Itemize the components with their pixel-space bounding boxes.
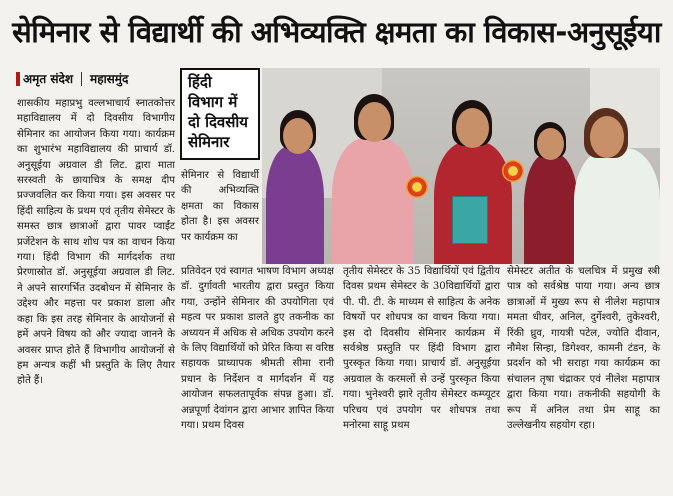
person-1 (266, 146, 324, 264)
newspaper-name: अमृत संदेश (23, 72, 74, 86)
article-column-1 (17, 96, 175, 389)
person-2-face (358, 102, 391, 142)
article-column-2-lower (181, 264, 334, 433)
article-column-3 (343, 264, 500, 433)
column-3-text: तृतीय सेमेस्टर के 35 विद्यार्थियों एवं द्वितीय दिवस प्रथम सेमेस्टर के 30विद्यार्थियों द्वारा पी. पी. टी. के माध्यम से साहित्य के अनेक विषयों पर शोधपत्र का वाचन किया गया। इस दो दिवसीय सेमिनार कार्यक्रम में सर्वश्रेष्ठ प्रस्तुति पर हिंदी विभाग द्वारा पुरस्कृत किया गया। प्राचार्य डॉ. अनुसूईया अग्रवाल के करमलों से उन्हें पुरस्कृत किया गया। भुनेश्वरी झारे तृतीय सेमेस्टर कम्प्यूटर परिचय एवं उपयोग पर शोधपत्र तथा मनोरमा साहू प्रथम (343, 266, 500, 432)
person-2 (332, 138, 414, 264)
person-1-face (283, 118, 313, 154)
article-column-4 (507, 264, 660, 433)
newspaper-logo (16, 70, 73, 87)
dateline-divider (81, 72, 82, 86)
person-4-face (537, 128, 564, 160)
person-5 (574, 148, 660, 264)
article-column-2-upper (181, 168, 259, 245)
person-4 (524, 154, 578, 264)
person-3-face (456, 108, 489, 148)
column-4-text: सेमेस्टर अतीत के चलचित्र में प्रमुख स्त्री पात्र को सर्वश्रेष्ठ पाया गया। अन्य छात्र छात्राओं में मुख्य रूप से नीलेश महापात्र ममता धीवर, अनिल, दुर्गेश्वरी, तुकेश्वरी, रिंकी ध्रुव, गायत्री पटेल, ज्योति दीवान, नौमेश सिन्हा, डिगेश्वर, कामनी टंडन, के प्रदर्शन को भी सराहा गया कार्यक्रम का संचालन तृषा चंद्राकर एवं नीलेश महापात्र द्वारा किया गया। तकनीकी सहयोगी के रूप में अनिल तथा प्रेम साहू का उल्लेखनीय सहयोग रहा। (507, 266, 660, 432)
event-photo (262, 68, 660, 264)
bouquet-icon (502, 160, 524, 182)
bouquet-icon (406, 176, 428, 198)
award-book (452, 196, 488, 244)
column-2-upper-text: सेमिनार से विद्यार्थी की अभिव्यक्ति क्षमता का विकास होता है। इस अवसर पर कार्यक्रम का (181, 170, 259, 243)
dateline-city: महासमुंद (90, 72, 129, 86)
column-2-lower-text: प्रतिवेदन एवं स्वागत भाषण विभाग अध्यक्ष डॉ. दुर्गावती भारतीय द्वारा प्रस्तुत किया गया, उन्होंने सेमिनार की उपयोगिता एवं महत्व पर प्रकाश डालते हुए तकनीक का अध्ययन में अधिक से अधिक उपयोग करने के लिए विद्यार्थियों को प्रेरित किया स वरिष्ठ सहायक प्राध्यापक श्रीमती सीमा रानी प्रधान के निर्देशन व मार्गदर्शन में यह आयोजन सफलतापूर्वक संपन्न हुआ। डॉ. अन्नपूर्णा देवांगन द्वारा आभार ज्ञापित किया गया। प्रथम दिवस (181, 266, 334, 432)
dateline (16, 70, 128, 87)
person-5-face (590, 116, 624, 158)
headline: सेमिनार से विद्यार्थी की अभिव्यक्ति क्षमता का विकास-अनुसूईया (12, 14, 661, 49)
column-1-text: शासकीय महाप्रभु वल्लभाचार्य स्नातकोत्तर महाविद्यालय में दो दिवसीय विभागीय सेमिनार का आयोजन किया गया। कार्यक्रम का शुभारंभ महाविद्यालय की प्राचार्य डॉ. अनुसूईया अग्रवाल डी लिट. द्वारा माता सरस्वती के छायाचित्र के समक्ष दीप प्रज्जवलित कर किया गया। इस अवसर पर हिंदी साहित्य के प्रथम एवं तृतीय सेमेस्टर के समस्त छात्र छात्राओं द्वारा पावर प्वाईंट प्रजेंटेशन के साथ शोध पत्र का वाचन किया गया। हिंदी विभाग की मार्गदर्शक तथा प्रेरणास्रोत डॉ. अनुसूईया अग्रवाल डी लिट. ने अपने सारगर्भित उदबोधन में सेमिनार के उद्देश्य और महत्ता पर प्रकाश डाला और कहा कि इस तरह सेमिनार के आयोजनों से हमें अपने विषय को और ज्यादा जानने के अवसर प्राप्त होते हैं विभागीय आयोजनों से हम अन्यत्र कहीं भी प्रस्तुति के लिए तैयार होते हैं। (17, 98, 175, 387)
boxed-subheading: हिंदी विभाग में दो दिवसीय सेमिनार (180, 68, 260, 160)
logo-mark-icon (16, 72, 20, 86)
